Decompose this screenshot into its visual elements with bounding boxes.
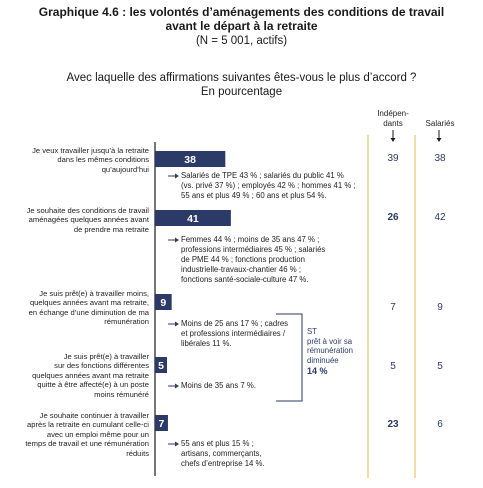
note-arrow-head-4: [175, 384, 179, 389]
category-label-line: qu’aujourd’hui: [101, 164, 149, 174]
note-arrow-head-5: [175, 442, 179, 447]
category-label-line: en échange d’une diminution de ma: [28, 307, 149, 317]
subgroup-note-line: Moins de 25 ans 17 % ; cadres: [181, 319, 289, 328]
bar-value-label-5: 7: [158, 418, 165, 430]
category-label-line: moins rémunéré: [94, 389, 149, 399]
category-label-line: de prendre ma retraite: [73, 224, 149, 234]
independants-value-2: 26: [387, 212, 399, 223]
note-arrow-head-2: [175, 238, 179, 243]
subgroup-note-line: chefs d’entreprise 14 %.: [181, 459, 265, 468]
category-label-line: sur des fonctions différentes: [54, 361, 149, 371]
bar-value-label-1: 38: [184, 154, 196, 166]
subgroup-note-line: Femmes 44 % ; moins de 35 ans 47 % ;: [181, 235, 320, 244]
independants-value-3: 7: [390, 302, 396, 313]
category-label-line: quitte à être affecté(e) à un poste: [37, 380, 149, 390]
independants-value-4: 5: [390, 361, 396, 372]
category-label-line: réduits: [126, 448, 149, 458]
category-label-line: Je souhaite continuer à travailler: [39, 411, 149, 420]
category-label-5: [2, 411, 149, 458]
subgroup-note-line: professions intermédiaires 45 % ; salariés: [181, 245, 326, 254]
bar-value-label-3: 9: [160, 297, 167, 309]
category-label-line: avec un emploi même pour un: [46, 429, 149, 439]
subgroup-note-line: fonctions santé-sociale-culture 47 %.: [181, 275, 309, 284]
salaries-value-2: 42: [434, 212, 446, 223]
category-label-line: temps de travail et une rémunération: [25, 439, 149, 449]
salaries-value-3: 9: [437, 302, 443, 313]
category-label-line: Je veux travailler jusqu’à la retraite: [32, 146, 149, 155]
category-label-line: quelques années avant ma retraite: [32, 370, 149, 380]
independants-value-5: 23: [387, 419, 399, 430]
category-label-line: Je suis prêt(e) à travailler moins,: [39, 289, 149, 298]
column-header-independants: Indépen- dants: [377, 109, 409, 128]
chart-subtitle: (N = 5 001, actifs): [195, 35, 288, 47]
category-label-line: après la retraite en cumulant celle-ci: [27, 420, 149, 430]
note-arrow-head-3: [175, 322, 179, 327]
subgroup-note-line: (vs. privé 37 %) ; employés 42 % ; hommes 41 % ;: [181, 181, 356, 190]
salaries-value-1: 38: [434, 153, 446, 164]
category-label-line: Je souhaite des conditions de travail: [26, 206, 149, 215]
subgroup-note-5: [181, 439, 361, 469]
chart-title-line2: avant le départ à la retraite: [165, 19, 318, 33]
note-arrow-head-1: [175, 174, 179, 179]
unit-label: En pourcentage: [200, 86, 283, 98]
column-header-salaries: Salariés: [425, 119, 455, 128]
bar-value-label-2: 41: [187, 213, 199, 225]
subgroup-note-line: Salariés de TPE 43 % ; salariés du public 41 %: [181, 171, 344, 180]
salaries-value-4: 5: [437, 361, 443, 372]
subgroup-note-line: Moins de 35 ans 7 %.: [181, 381, 256, 390]
category-label-line: aménagées quelques années avant: [28, 215, 149, 225]
subgroup-note-4: [181, 381, 361, 391]
subgroup-note-line: 55 ans et plus 49 % ; 60 ans et plus 54 %.: [181, 191, 327, 200]
st-bracket-label: ST prêt à voir sa rémunération diminuée 14 %: [307, 327, 353, 376]
category-label-line: rémunération: [104, 317, 149, 327]
survey-question: Avec laquelle des affirmations suivantes êtes-vous le plus d’accord ?: [66, 72, 417, 84]
subgroup-note-line: industrielle-travaux-chantier 46 % ;: [181, 265, 302, 274]
category-label-line: dans les mêmes conditions: [57, 155, 149, 165]
subgroup-note-1: [181, 171, 361, 201]
subgroup-note-line: de PME 44 % ; fonctions production: [181, 255, 305, 264]
category-label-2: [2, 206, 149, 234]
subgroup-note-line: 55 ans et plus 15 % ;: [181, 439, 254, 448]
chart-title-line1: Graphique 4.6 : les volontés d’aménagements des conditions de travail: [38, 5, 445, 19]
independants-value-1: 39: [387, 153, 399, 164]
subgroup-note-2: [181, 235, 361, 285]
header-arrow-head-2: [437, 138, 442, 142]
category-label-line: quelques années avant ma retraite,: [29, 298, 149, 308]
category-label-1: [2, 146, 149, 174]
subgroup-note-line: artisans, commerçants,: [181, 449, 262, 458]
subgroup-note-line: et professions intermédiaires /: [181, 329, 286, 338]
category-label-3: [2, 289, 149, 327]
category-label-4: [2, 352, 149, 399]
header-arrow-head-1: [391, 138, 396, 142]
subgroup-note-line: libérales 11 %.: [181, 339, 232, 348]
salaries-value-5: 6: [437, 419, 443, 430]
bar-value-label-4: 5: [158, 360, 164, 372]
category-label-line: Je suis prêt(e) à travailler: [63, 352, 149, 361]
